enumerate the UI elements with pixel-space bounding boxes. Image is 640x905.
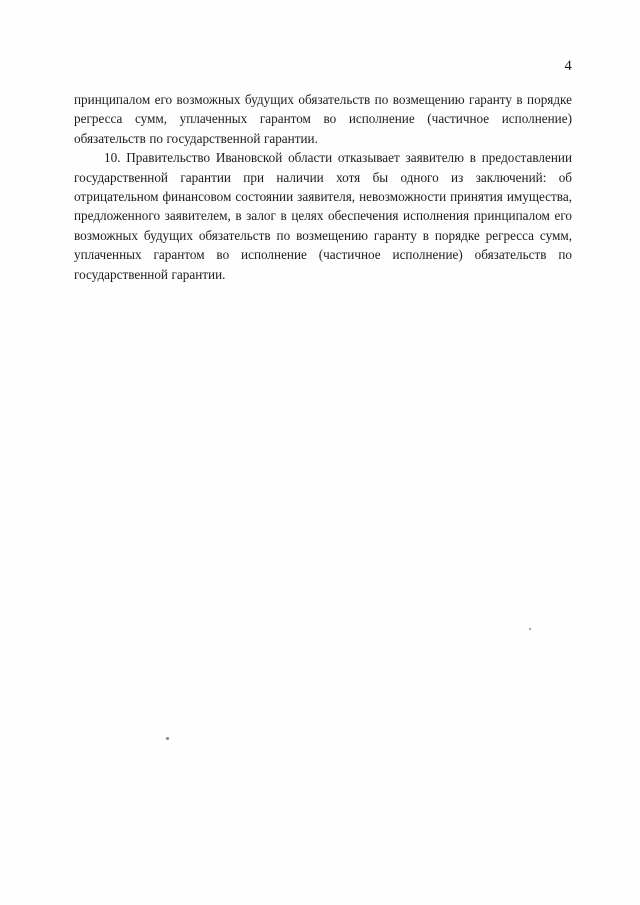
document-text-body bbox=[74, 90, 572, 284]
paragraph: принципалом его возможных будущих обязательств по возмещению гаранту в порядке регресса сумм, уплаченных гарантом во исполнение (частичное исполнение) обязательств по государственной гарантии. bbox=[74, 92, 572, 146]
scan-speck bbox=[166, 737, 169, 740]
paragraph: 10. Правительство Ивановской области отказывает заявителю в предоставлении государственной гарантии при наличии хотя бы одного из заключений: об отрицательном финансовом состоянии заявителя, невозможности принятия имущества, предложенного заявителем, в залог в целях обеспечения исполнения принципалом его возможных будущих обязательств по возмещению гаранту в порядке регресса сумм, уплаченных гарантом во исполнение (частичное исполнение) обязательств по государственной гарантии. bbox=[74, 150, 572, 282]
scan-speck bbox=[529, 628, 531, 630]
page-number: 4 bbox=[564, 58, 572, 74]
